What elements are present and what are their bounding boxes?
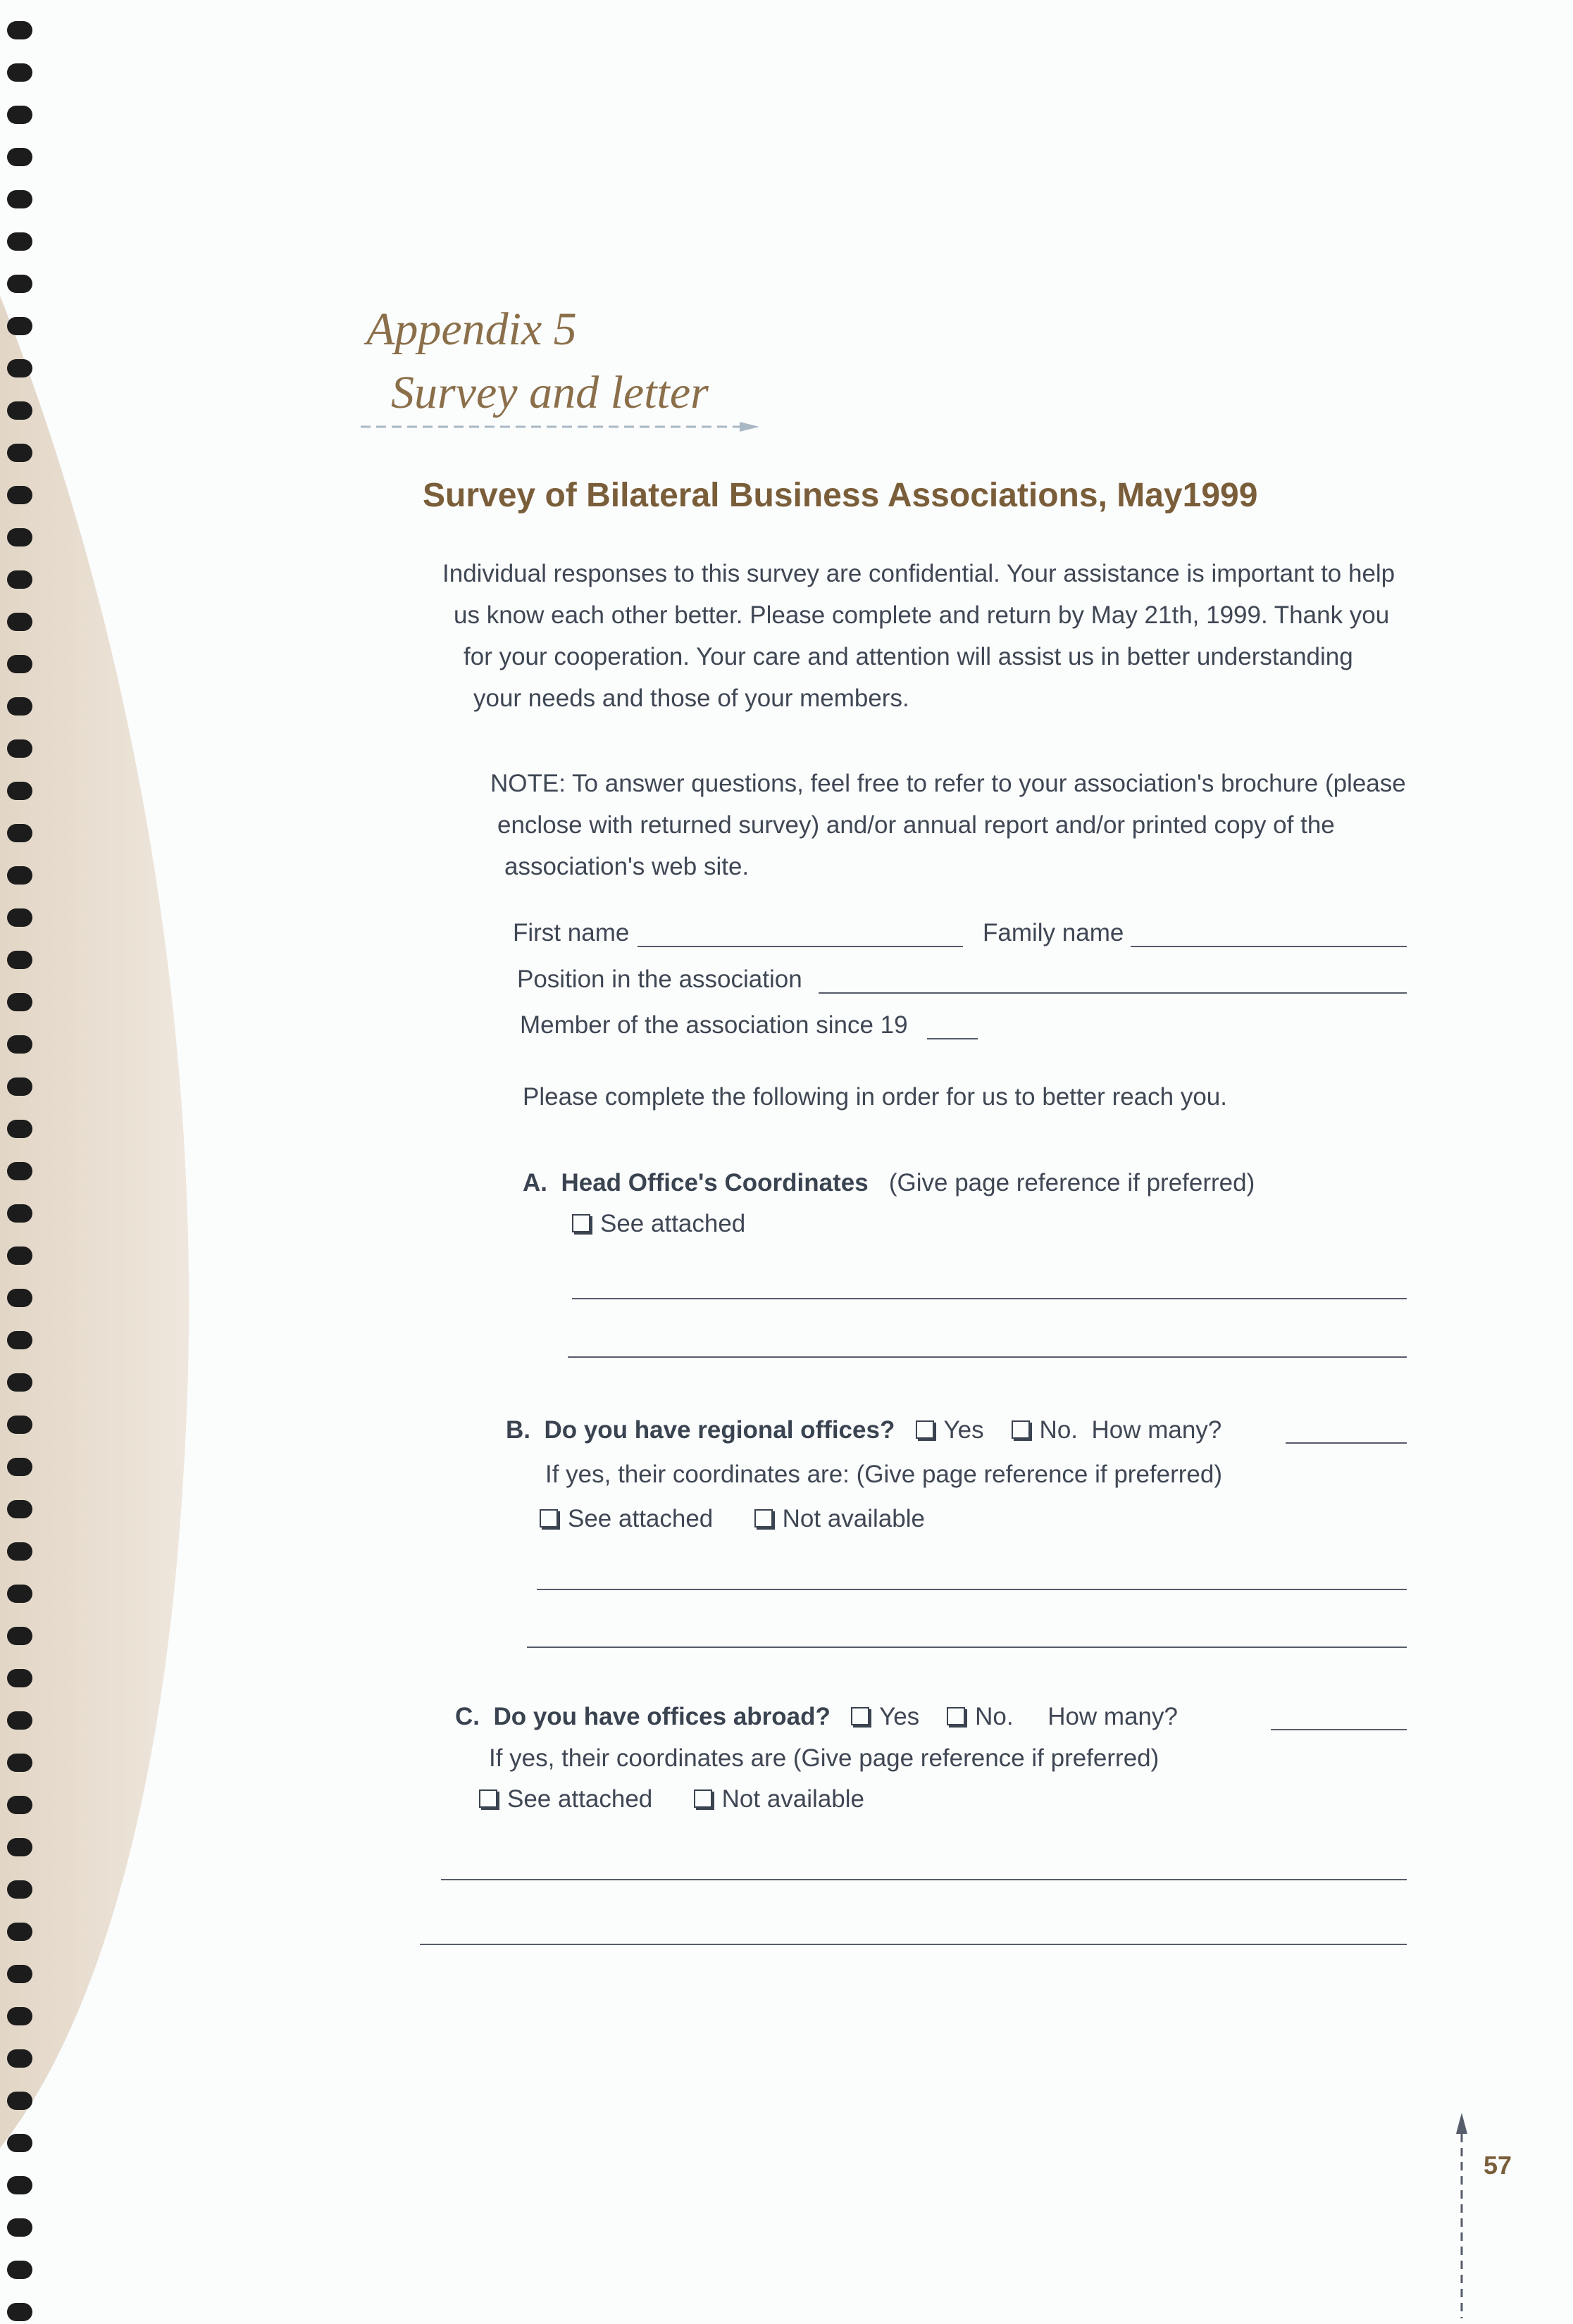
note-line-3: association's web site. <box>504 853 750 880</box>
binding-hole <box>7 1627 32 1645</box>
section-a-answer-line-1[interactable] <box>572 1298 1407 1299</box>
binding-hole <box>7 1247 32 1265</box>
binding-hole <box>7 528 32 546</box>
binding-hole <box>7 232 32 251</box>
binding-hole <box>7 655 32 673</box>
binding-hole <box>7 739 32 758</box>
binding-hole <box>7 1542 32 1561</box>
spiral-binding <box>0 0 42 2324</box>
binding-hole <box>7 1838 32 1856</box>
intro-line-1: Individual responses to this survey are confidential. Your assistance is important to help <box>442 560 1395 587</box>
binding-hole <box>7 1669 32 1687</box>
family-name-field[interactable] <box>1131 946 1407 947</box>
section-a-attached-label: See attached <box>600 1210 746 1237</box>
binding-hole <box>7 1923 32 1941</box>
section-a-title: Head Office's Coordinates <box>561 1169 869 1197</box>
section-b-attached-option[interactable] <box>540 1505 713 1532</box>
binding-hole <box>7 21 32 39</box>
binding-hole <box>7 908 32 927</box>
binding-hole <box>7 1289 32 1307</box>
binding-hole <box>7 1458 32 1476</box>
section-b-answer-line-1[interactable] <box>537 1589 1407 1590</box>
intro-line-2: us know each other better. Please complete and return by May 21th, 1999. Thank you <box>454 601 1390 629</box>
section-b-yes-label: Yes <box>943 1416 984 1444</box>
binding-hole <box>7 190 32 208</box>
checkbox-icon[interactable] <box>851 1707 869 1725</box>
binding-hole <box>7 1120 32 1138</box>
section-c-attached-label: See attached <box>507 1785 653 1813</box>
section-c-na-option[interactable] <box>694 1785 864 1813</box>
checkbox-icon[interactable] <box>754 1509 773 1528</box>
page-number: 57 <box>1484 2151 1512 2180</box>
section-b-how-many-field[interactable] <box>1286 1442 1407 1444</box>
binding-hole <box>7 782 32 800</box>
binding-hole <box>7 613 32 631</box>
section-c-attached-option[interactable] <box>479 1785 652 1813</box>
section-c-options <box>479 1785 864 1813</box>
vertical-dashed-arrow-icon <box>1451 2113 1472 2320</box>
binding-hole <box>7 1035 32 1054</box>
appendix-number: Appendix 5 <box>366 304 577 355</box>
section-b-heading <box>506 1416 1221 1444</box>
dashed-arrow-icon <box>361 420 762 434</box>
binding-hole <box>7 359 32 377</box>
binding-hole <box>7 1331 32 1349</box>
binding-hole <box>7 2092 32 2110</box>
checkbox-icon[interactable] <box>1012 1420 1030 1439</box>
binding-hole <box>7 1077 32 1096</box>
section-b-no-label: No. <box>1039 1416 1078 1444</box>
section-b-na-option[interactable] <box>754 1505 925 1532</box>
section-b-attached-label: See attached <box>568 1505 714 1532</box>
section-c-yes-label: Yes <box>879 1703 920 1730</box>
binding-hole <box>7 2303 32 2321</box>
binding-hole <box>7 1204 32 1223</box>
section-b-answer-line-2[interactable] <box>527 1647 1407 1648</box>
survey-title: Survey of Bilateral Business Associations, May1999 <box>423 477 1258 514</box>
section-b-options <box>540 1505 925 1533</box>
checkbox-icon[interactable] <box>479 1789 497 1808</box>
binding-hole <box>7 1965 32 1983</box>
position-label: Position in the association <box>517 966 802 993</box>
intro-line-4: your needs and those of your members. <box>473 685 909 712</box>
binding-hole <box>7 1796 32 1814</box>
binding-hole <box>7 486 32 504</box>
position-field[interactable] <box>819 992 1407 994</box>
section-a-answer-line-2[interactable] <box>568 1356 1407 1358</box>
section-c-heading <box>455 1703 1178 1731</box>
section-c-answer-line-2[interactable] <box>420 1944 1407 1945</box>
section-b-yes-option[interactable] <box>916 1416 984 1444</box>
binding-hole <box>7 2176 32 2194</box>
section-c-no-option[interactable] <box>947 1703 1013 1730</box>
checkbox-icon[interactable] <box>916 1420 934 1439</box>
member-since-label: Member of the association since 19 <box>520 1011 908 1039</box>
checkbox-icon[interactable] <box>947 1707 965 1725</box>
section-c-no-label: No. <box>975 1703 1014 1730</box>
binding-hole <box>7 2218 32 2237</box>
instruction-text: Please complete the following in order for us to better reach you. <box>523 1083 1227 1111</box>
checkbox-icon[interactable] <box>572 1214 590 1232</box>
section-b-na-label: Not available <box>782 1505 925 1532</box>
binding-hole <box>7 2261 32 2279</box>
binding-hole <box>7 824 32 842</box>
section-c-if-yes: If yes, their coordinates are (Give page reference if preferred) <box>489 1744 1159 1772</box>
section-b-how-many-label: How many? <box>1091 1416 1222 1444</box>
binding-hole <box>7 106 32 124</box>
binding-hole <box>7 866 32 885</box>
binding-hole <box>7 1500 32 1518</box>
binding-hole <box>7 1754 32 1772</box>
binding-hole <box>7 1416 32 1434</box>
binding-hole <box>7 1711 32 1730</box>
appendix-title: Survey and letter <box>391 367 709 418</box>
binding-hole <box>7 2134 32 2152</box>
first-name-field[interactable] <box>638 946 963 947</box>
section-c-label: C. <box>455 1703 480 1730</box>
section-b-label: B. <box>506 1416 530 1444</box>
binding-hole <box>7 401 32 420</box>
note-line-1: NOTE: To answer questions, feel free to refer to your association's brochure (please <box>490 770 1406 797</box>
binding-hole <box>7 63 32 82</box>
first-name-label: First name <box>513 919 630 947</box>
section-c-yes-option[interactable] <box>851 1703 919 1730</box>
section-a-attached-option[interactable] <box>572 1210 745 1238</box>
family-name-label: Family name <box>983 919 1124 947</box>
binding-hole <box>7 148 32 166</box>
binding-hole <box>7 1373 32 1392</box>
note-line-2: enclose with returned survey) and/or annual report and/or printed copy of the <box>497 811 1335 839</box>
section-c-na-label: Not available <box>721 1785 864 1813</box>
binding-hole <box>7 951 32 969</box>
section-a-label: A. <box>523 1169 547 1197</box>
binding-hole <box>7 444 32 462</box>
binding-hole <box>7 2049 32 2068</box>
binding-hole <box>7 275 32 293</box>
section-b-if-yes: If yes, their coordinates are: (Give page reference if preferred) <box>545 1461 1223 1488</box>
binding-hole <box>7 1880 32 1899</box>
section-b-question: Do you have regional offices? <box>544 1416 895 1444</box>
section-c-how-many-field[interactable] <box>1271 1729 1407 1730</box>
section-b-no-option[interactable] <box>1012 1416 1078 1444</box>
binding-hole <box>7 1162 32 1180</box>
section-c-how-many-label: How many? <box>1047 1703 1178 1730</box>
binding-hole <box>7 570 32 589</box>
binding-hole <box>7 697 32 716</box>
binding-hole <box>7 993 32 1011</box>
section-a-heading <box>523 1169 1255 1197</box>
intro-line-3: for your cooperation. Your care and attention will assist us in better understanding <box>464 643 1353 670</box>
binding-hole <box>7 2007 32 2025</box>
member-since-field[interactable] <box>927 1038 978 1039</box>
section-c-question: Do you have offices abroad? <box>493 1703 831 1730</box>
binding-hole <box>7 1585 32 1603</box>
section-c-answer-line-1[interactable] <box>441 1879 1407 1880</box>
section-a-hint: (Give page reference if preferred) <box>888 1169 1255 1197</box>
binding-hole <box>7 317 32 335</box>
checkbox-icon[interactable] <box>540 1509 558 1528</box>
checkbox-icon[interactable] <box>694 1789 712 1808</box>
